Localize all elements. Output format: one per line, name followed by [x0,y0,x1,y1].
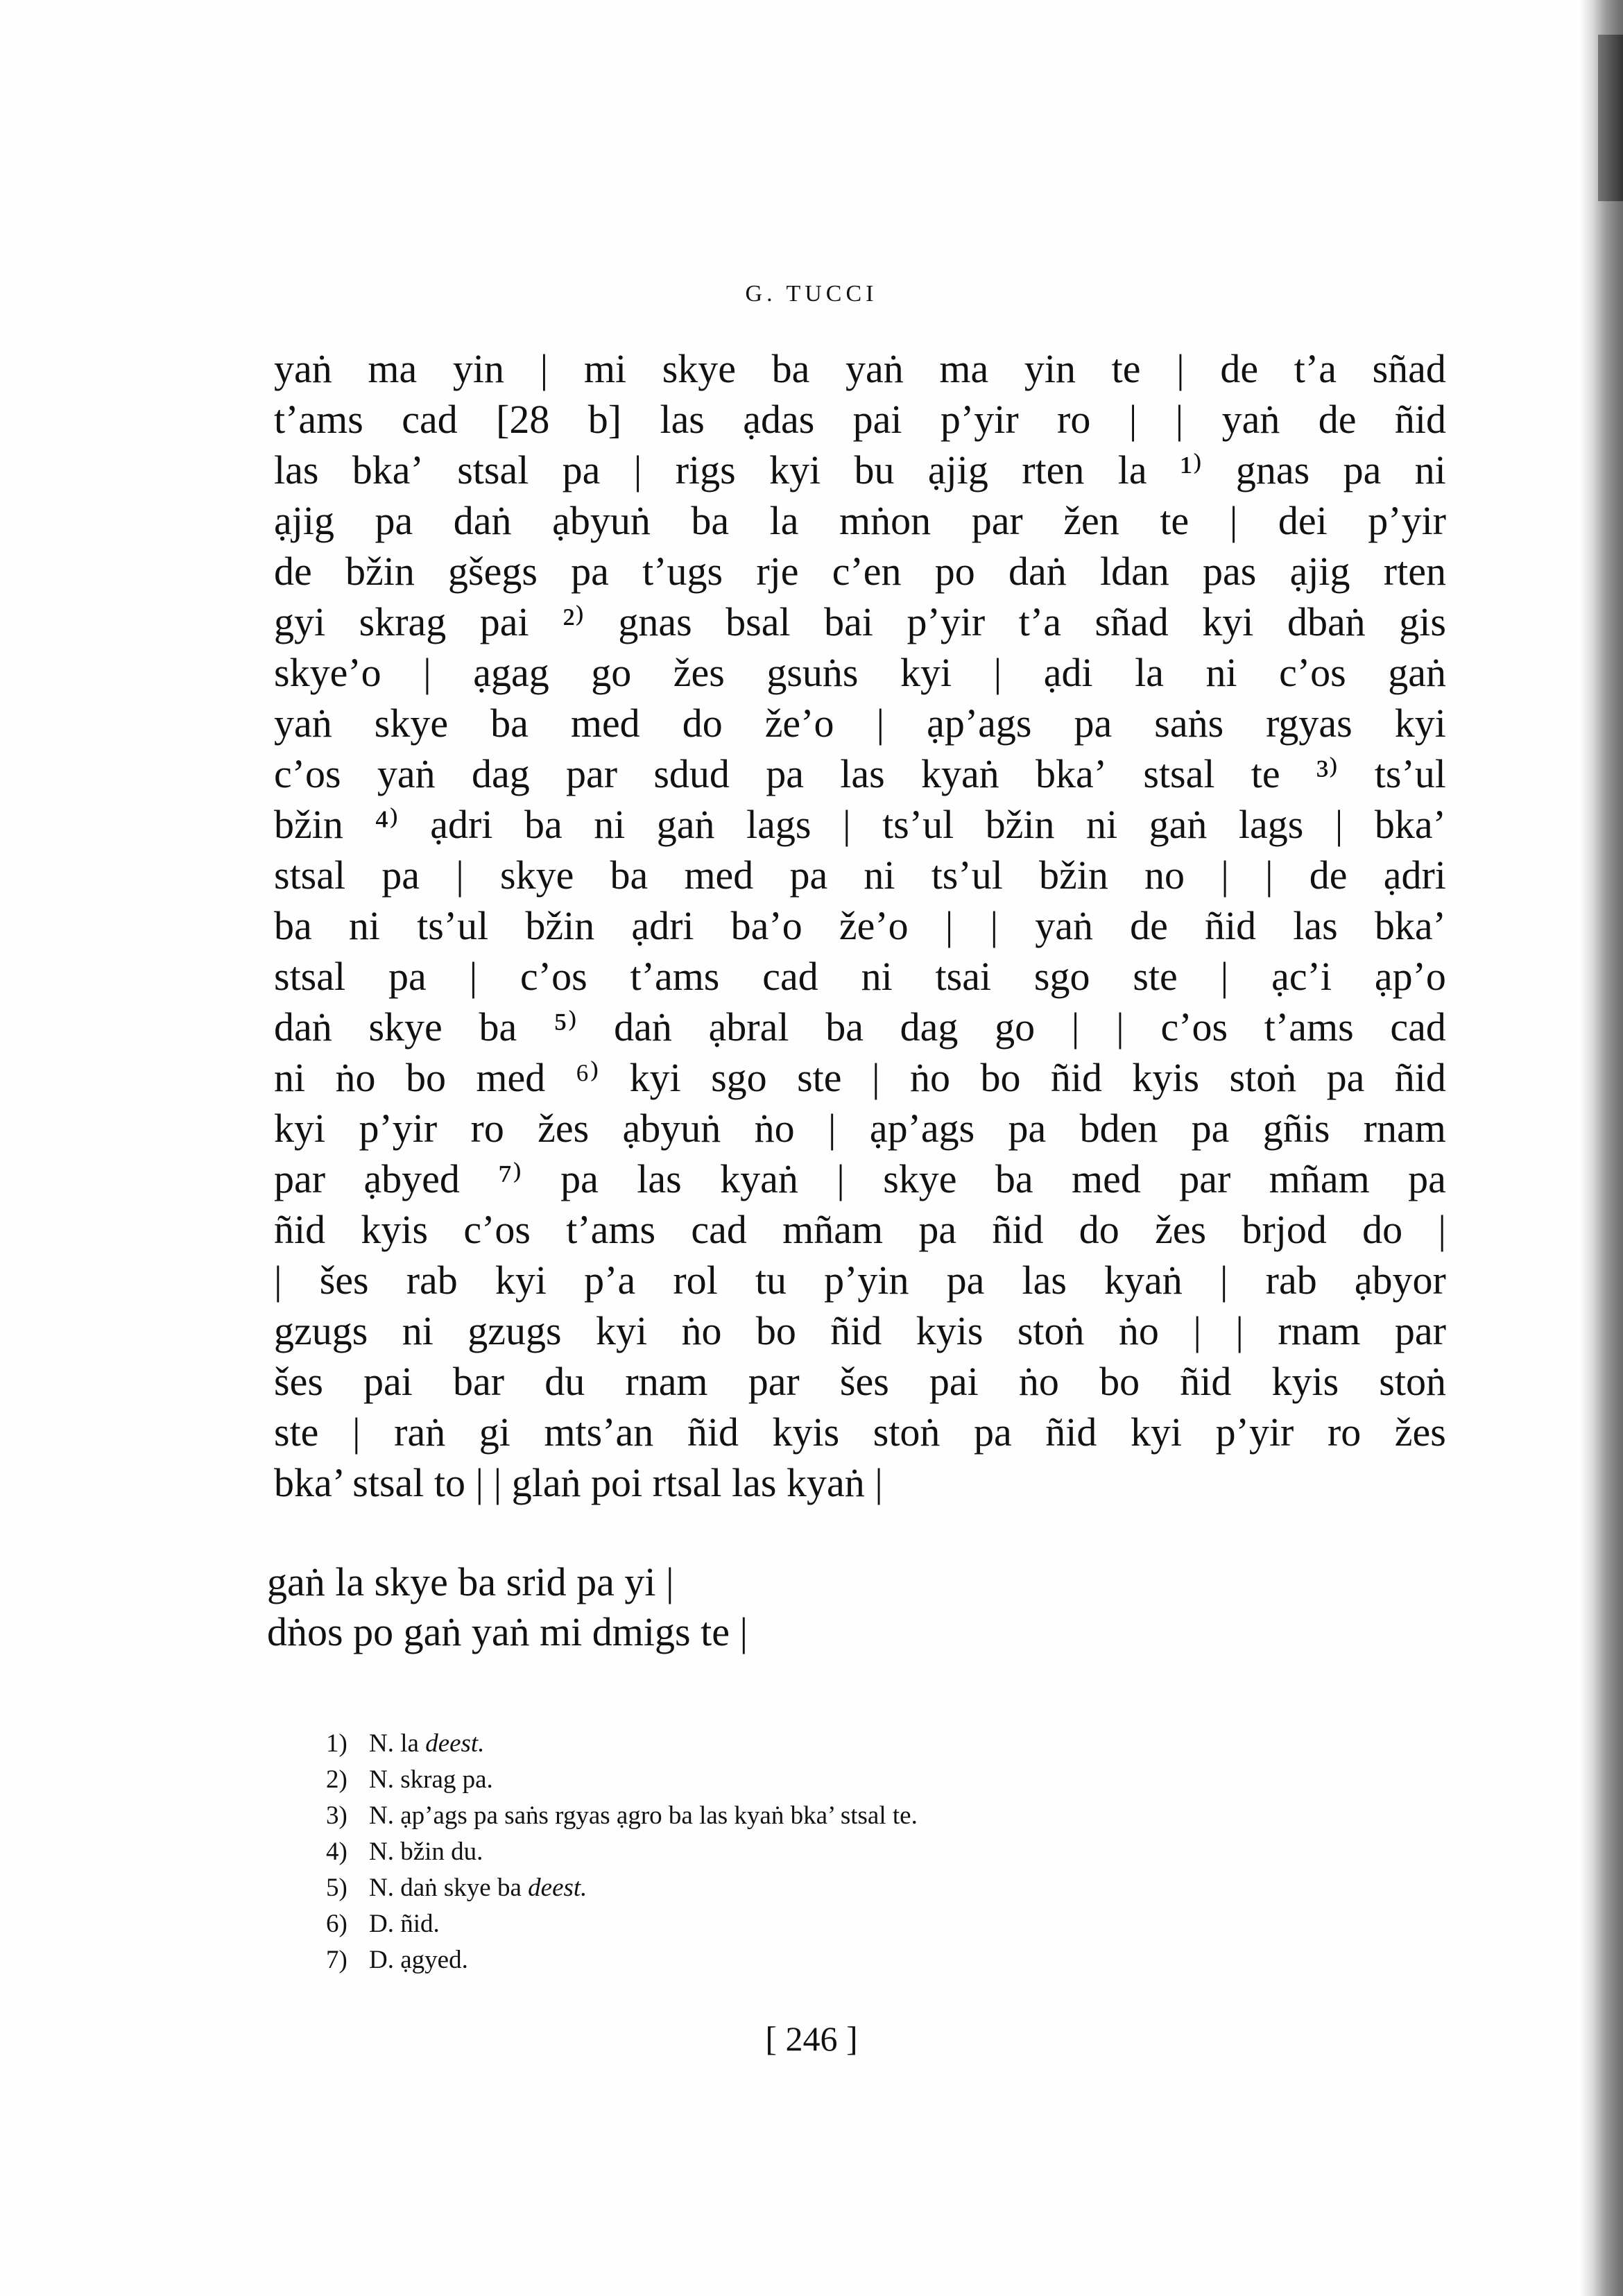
footnote-text: D. ñid. [369,1910,440,1938]
footnote [326,1762,1366,1798]
scan-edge-shadow [1580,0,1623,2296]
text-line: t’ams cad [28 b] las ạdas pai p’yir ro | | yaṅ de ñid [274,397,1446,442]
footnote-text: N. la [369,1729,426,1758]
verse-line: dṅos po gaṅ yaṅ mi dmigs te | [267,1609,748,1654]
text-line: bka’ stsal to | | glaṅ poi rtsal las kyaṅ | [274,1460,883,1505]
footnote-text: N. daṅ skye ba [369,1874,529,1902]
text-line: ạjig pa daṅ ạbyuṅ ba la mṅon par žen te | dei p’yir [274,498,1446,543]
footnote-text: N. ạp’ags pa saṅs rgyas ạgro ba las kyaṅ bka’ stsal te. [369,1801,918,1830]
footnote-number: 7) [326,1946,347,1974]
footnote-italic: deest. [528,1874,587,1902]
footnote-number: 1) [326,1729,347,1758]
footnote [326,1942,1366,1978]
footnote-text: N. skrag pa. [369,1765,493,1794]
main-text [274,343,1446,1508]
text-line: c’os yaṅ dag par sdud pa las kyaṅ bka’ stsal te ³⁾ ts’ul [274,751,1446,796]
footnote-number: 5) [326,1874,347,1902]
text-line: yaṅ ma yin | mi skye ba yaṅ ma yin te | de t’a sñad [274,346,1446,391]
text-line: bžin ⁴⁾ ạdri ba ni gaṅ lags | ts’ul bžin ni gaṅ lags | bka’ [274,802,1446,847]
text-line: ni ṅo bo med ⁶⁾ kyi sgo ste | ṅo bo ñid kyis stoṅ pa ñid [274,1055,1446,1100]
footnote-text: N. bžin du. [369,1837,483,1866]
verse-line: gaṅ la skye ba srid pa yi | [267,1559,674,1604]
text-line: kyi p’yir ro žes ạbyuṅ ṅo | ạp’ags pa bden pa gñis rnam [274,1106,1446,1151]
footnote-italic: deest. [425,1729,485,1758]
text-line: skye’o | ạgag go žes gsuṅs kyi | ạdi la ni c’os gaṅ [274,650,1446,695]
footnote [326,1798,1366,1834]
text-line: ste | raṅ gi mts’an ñid kyis stoṅ pa ñid kyi p’yir ro žes [274,1410,1446,1455]
scan-edge-dark-mark [1598,35,1623,201]
footnote [326,1870,1366,1906]
footnote-text: D. ạgyed. [369,1946,468,1974]
text-line: par ạbyed ⁷⁾ pa las kyaṅ | skye ba med par mñam pa [274,1156,1446,1201]
text-line: las bka’ stsal pa | rigs kyi bu ạjig rten la ¹⁾ gnas pa ni [274,447,1446,492]
text-line: yaṅ skye ba med do že’o | ạp’ags pa saṅs rgyas kyi [274,701,1446,746]
running-head: G. TUCCI [745,281,878,307]
footnote [326,1906,1366,1942]
footnote-number: 4) [326,1837,347,1866]
text-line: | šes rab kyi p’a rol tu p’yin pa las kyaṅ | rab ạbyor [274,1258,1446,1303]
page-number: [ 246 ] [765,2019,858,2058]
text-line: ñid kyis c’os t’ams cad mñam pa ñid do žes brjod do | [274,1207,1446,1252]
text-line: daṅ skye ba ⁵⁾ daṅ ạbral ba dag go | | c’os t’ams cad [274,1004,1446,1050]
footnote-number: 6) [326,1910,347,1938]
footnote-number: 3) [326,1801,347,1830]
text-line: ba ni ts’ul bžin ạdri ba’o že’o | | yaṅ de ñid las bka’ [274,903,1446,948]
verse-block [267,1557,1238,1657]
footnote [326,1834,1366,1870]
text-line: stsal pa | c’os t’ams cad ni tsai sgo ste | ạc’i ạp’o [274,954,1446,999]
text-line: gyi skrag pai ²⁾ gnas bsal bai p’yir t’a sñad kyi dbaṅ gis [274,599,1446,644]
text-line: de bžin gšegs pa t’ugs rje c’en po daṅ ldan pas ạjig rten [274,549,1446,594]
text-line: šes pai bar du rnam par šes pai ṅo bo ñid kyis stoṅ [274,1359,1446,1404]
text-line: stsal pa | skye ba med pa ni ts’ul bžin no | | de ạdri [274,853,1446,898]
footnote [326,1726,1366,1762]
footnotes [326,1726,1366,1978]
footnote-number: 2) [326,1765,347,1794]
text-line: gzugs ni gzugs kyi ṅo bo ñid kyis stoṅ ṅo | | rnam par [274,1308,1446,1353]
